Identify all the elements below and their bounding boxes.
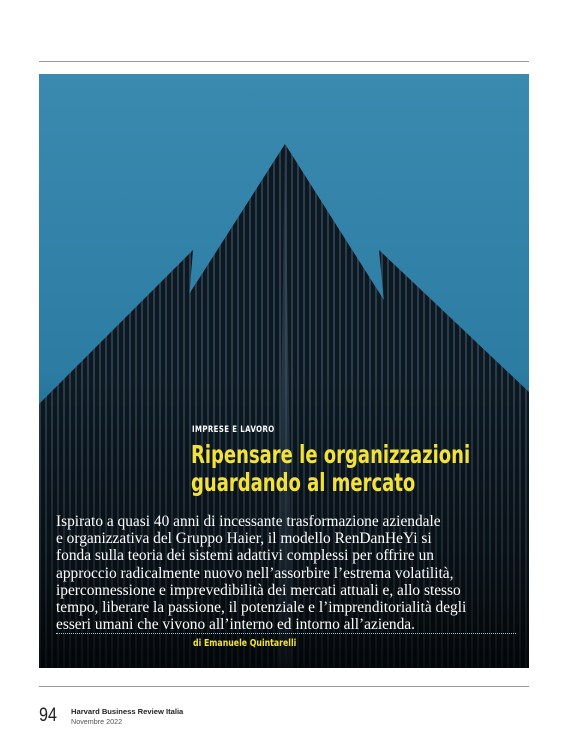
standfirst-line: approccio radicalmente nuovo nell’assorbire l’estrema volatilità,: [56, 564, 454, 582]
standfirst-line: tempo, liberare la passione, il potenziale e l’imprenditorialità degli: [56, 599, 467, 617]
section-label: IMPRESE E LAVORO: [192, 425, 275, 435]
standfirst-line: Ispirato a quasi 40 anni di incessante trasformazione aziendale: [56, 513, 441, 530]
hero-image: [39, 74, 529, 668]
bottom-rule: [39, 686, 529, 687]
article-byline: di Emanuele Quintarelli: [193, 638, 297, 649]
page-number: 94: [39, 705, 57, 726]
article-standfirst: [56, 513, 526, 633]
issue-date: Novembre 2022: [71, 717, 123, 726]
standfirst-line: esseri umani che vivono all’interno ed intorno all’azienda.: [56, 616, 415, 634]
top-rule: [39, 61, 529, 62]
headline-line: guardando al mercato: [191, 468, 416, 497]
standfirst-line: iperconnessione e imprevedibilità dei mercati attuali e, allo stesso: [56, 581, 461, 599]
standfirst-line: e organizzativa del Gruppo Haier, il modello RenDanHeYi si: [56, 530, 432, 548]
magazine-title: Harvard Business Review Italia: [71, 707, 184, 716]
article-headline: [191, 440, 471, 497]
dotted-divider: [56, 633, 516, 634]
standfirst-line: fonda sulla teoria dei sistemi adattivi complessi per offrire un: [56, 547, 434, 565]
headline-line: Ripensare le organizzazioni: [191, 440, 471, 469]
